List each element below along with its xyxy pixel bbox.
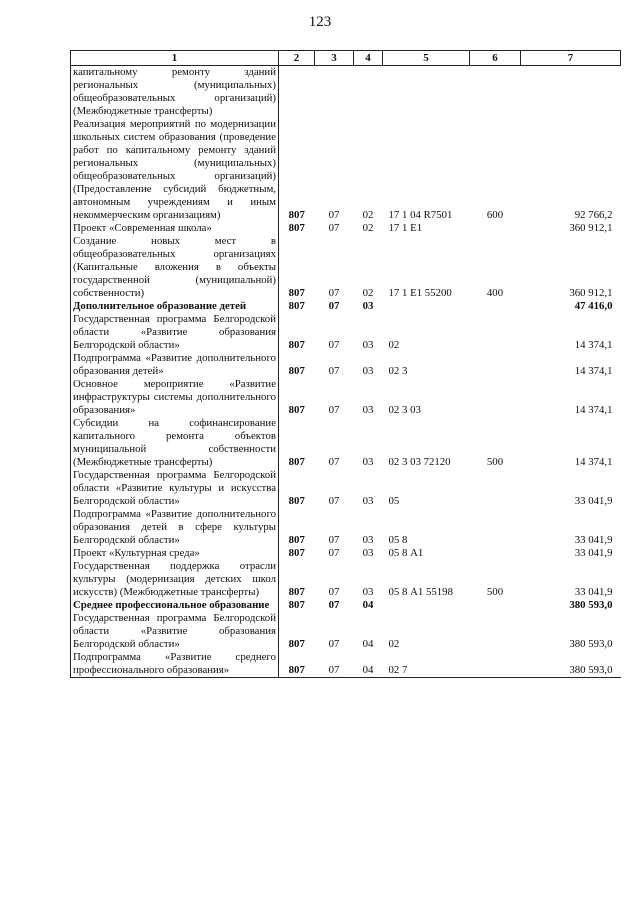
row-pr xyxy=(354,66,383,119)
row-rz: 07 xyxy=(328,638,340,650)
row-sum: 380 593,0 xyxy=(569,638,613,650)
table-row xyxy=(71,560,621,599)
row-pr: 03 xyxy=(362,300,374,312)
row-sum: 380 593,0 xyxy=(569,599,613,611)
table-row xyxy=(71,469,621,508)
row-cs: 02 3 03 xyxy=(388,404,421,416)
row-rz: 07 xyxy=(328,339,340,351)
row-rz: 07 xyxy=(328,365,340,377)
row-rz xyxy=(315,66,354,119)
row-name: капитальному ремонту зданий региональных (муниципальных) общеобразовательных организаций) (Межбюджетные трансферты) xyxy=(71,66,279,119)
row-pr: 04 xyxy=(354,651,383,678)
header-col-7: 7 xyxy=(521,51,621,66)
row-rz: 07 xyxy=(328,495,340,507)
row-sum: 14 374,1 xyxy=(574,456,613,468)
row-cs: 02 7 xyxy=(383,651,470,678)
table-row xyxy=(71,417,621,469)
row-vr: 500 xyxy=(486,586,504,598)
row-sum: 33 041,9 xyxy=(574,586,613,598)
row-vr xyxy=(470,599,521,612)
row-vr xyxy=(470,612,521,651)
row-grbs xyxy=(279,66,315,119)
row-name: Среднее профессиональное образование xyxy=(71,599,279,612)
row-vr xyxy=(470,313,521,352)
row-cs: 02 xyxy=(388,339,400,351)
row-name: Государственная поддержка отрасли культуры (модернизация детских школ искусств) (Межбюджетные трансферты) xyxy=(71,560,279,599)
row-name: Государственная программа Белгородской области «Развитие культуры и искусства Белгородской области» xyxy=(71,469,279,508)
table-row xyxy=(71,612,621,651)
table-row xyxy=(71,300,621,313)
row-cs: 05 8 А1 55198 xyxy=(388,586,453,598)
row-name: Субсидии на софинансирование капитального ремонта объектов муниципальной собственности (Межбюджетные трансферты) xyxy=(71,417,279,469)
row-grbs: 807 xyxy=(288,495,305,507)
row-pr: 04 xyxy=(362,599,374,611)
row-rz: 07 xyxy=(328,456,340,468)
row-sum: 33 041,9 xyxy=(574,547,613,559)
row-rz: 07 xyxy=(328,404,340,416)
row-cs: 02 3 xyxy=(388,365,408,377)
row-name: Создание новых мест в общеобразовательных организациях (Капитальные вложения в объекты государственной (муниципальной) собственности) xyxy=(71,235,279,300)
table-row xyxy=(71,651,621,678)
row-name: Государственная программа Белгородской области «Развитие образования Белгородской области» xyxy=(71,313,279,352)
table-row xyxy=(71,599,621,612)
row-grbs: 807 xyxy=(288,547,305,559)
table-header xyxy=(71,51,621,66)
row-rz: 07 xyxy=(328,209,340,221)
table-row xyxy=(71,547,621,560)
row-pr: 03 xyxy=(362,339,374,351)
row-pr: 02 xyxy=(362,222,374,234)
row-pr: 02 xyxy=(362,209,374,221)
row-vr xyxy=(470,508,521,547)
row-grbs: 807 xyxy=(279,651,315,678)
page-number: 123 xyxy=(308,14,332,30)
row-cs xyxy=(383,66,470,119)
row-vr xyxy=(470,66,521,119)
row-cs xyxy=(383,300,470,313)
row-cs: 17 1 Е1 xyxy=(388,222,423,234)
row-sum: 47 416,0 xyxy=(574,300,613,312)
row-sum: 92 766,2 xyxy=(574,209,613,221)
budget-table xyxy=(70,50,621,678)
row-sum: 33 041,9 xyxy=(574,495,613,507)
header-col-4: 4 xyxy=(354,51,383,66)
row-name: Подпрограмма «Развитие дополнительного образования детей в сфере культуры Белгородской области» xyxy=(71,508,279,547)
row-grbs: 807 xyxy=(288,456,305,468)
row-grbs: 807 xyxy=(288,300,305,312)
table-row xyxy=(71,508,621,547)
row-vr xyxy=(470,378,521,417)
row-cs: 05 xyxy=(388,495,400,507)
row-grbs: 807 xyxy=(288,534,305,546)
row-name: Подпрограмма «Развитие дополнительного образования детей» xyxy=(71,352,279,378)
row-pr: 04 xyxy=(362,638,374,650)
row-sum: 360 912,1 xyxy=(569,222,613,234)
row-vr xyxy=(470,222,521,235)
row-vr xyxy=(470,547,521,560)
row-cs: 02 3 03 72120 xyxy=(388,456,451,468)
row-grbs: 807 xyxy=(288,586,305,598)
row-sum: 14 374,1 xyxy=(574,365,613,377)
row-cs: 02 xyxy=(388,638,400,650)
row-pr: 03 xyxy=(362,495,374,507)
row-grbs: 807 xyxy=(288,404,305,416)
row-name: Подпрограмма «Развитие среднего профессионального образования» xyxy=(71,651,279,678)
header-col-3: 3 xyxy=(315,51,354,66)
row-rz: 07 xyxy=(328,222,340,234)
row-grbs: 807 xyxy=(288,339,305,351)
row-grbs: 807 xyxy=(288,638,305,650)
table-row xyxy=(71,235,621,300)
row-sum: 33 041,9 xyxy=(574,534,613,546)
row-pr: 03 xyxy=(362,456,374,468)
row-rz: 07 xyxy=(315,651,354,678)
row-cs: 17 1 Е1 55200 xyxy=(388,287,452,299)
table-row xyxy=(71,222,621,235)
row-rz: 07 xyxy=(328,599,340,611)
row-name: Государственная программа Белгородской области «Развитие образования Белгородской области» xyxy=(71,612,279,651)
row-grbs: 807 xyxy=(288,599,305,611)
table-row xyxy=(71,352,621,378)
row-name: Проект «Современная школа» xyxy=(71,222,279,235)
header-col-5: 5 xyxy=(383,51,470,66)
row-cs: 05 8 xyxy=(388,534,408,546)
row-cs: 17 1 04 R7501 xyxy=(388,209,453,221)
row-name: Проект «Культурная среда» xyxy=(71,547,279,560)
row-pr: 03 xyxy=(362,586,374,598)
row-pr: 03 xyxy=(362,365,374,377)
row-sum: 14 374,1 xyxy=(574,339,613,351)
row-sum: 380 593,0 xyxy=(521,651,621,678)
row-sum: 14 374,1 xyxy=(574,404,613,416)
row-grbs: 807 xyxy=(288,222,305,234)
table-row xyxy=(71,66,621,119)
row-grbs: 807 xyxy=(288,287,305,299)
row-name: Дополнительное образование детей xyxy=(71,300,279,313)
row-pr: 03 xyxy=(362,534,374,546)
table-row xyxy=(71,378,621,417)
row-vr xyxy=(470,300,521,313)
row-vr xyxy=(470,469,521,508)
row-name: Реализация мероприятий по модернизации школьных систем образования (проведение работ по капитальному ремонту зданий региональных (муниципальных) общеобразовательных организаций) (Предоставление субсидий бюджетным, автономным учреждениям и иным некоммерческим организациям) xyxy=(71,118,279,222)
table-row xyxy=(71,118,621,222)
row-rz: 07 xyxy=(328,287,340,299)
table-body xyxy=(71,66,621,678)
row-pr: 02 xyxy=(362,287,374,299)
row-vr xyxy=(470,651,521,678)
row-grbs: 807 xyxy=(288,365,305,377)
row-pr: 03 xyxy=(362,404,374,416)
row-grbs: 807 xyxy=(288,209,305,221)
header-col-1: 1 xyxy=(71,51,279,66)
row-cs xyxy=(383,599,470,612)
row-cs: 05 8 А1 xyxy=(388,547,424,559)
row-name: Основное мероприятие «Развитие инфраструктуры системы дополнительного образования» xyxy=(71,378,279,417)
row-sum xyxy=(521,66,621,119)
row-pr: 03 xyxy=(362,547,374,559)
table-row xyxy=(71,313,621,352)
row-vr: 500 xyxy=(486,456,504,468)
row-rz: 07 xyxy=(328,534,340,546)
row-vr xyxy=(470,352,521,378)
row-sum: 360 912,1 xyxy=(569,287,613,299)
row-rz: 07 xyxy=(328,547,340,559)
row-rz: 07 xyxy=(328,586,340,598)
header-col-6: 6 xyxy=(470,51,521,66)
row-vr: 400 xyxy=(486,287,504,299)
header-col-2: 2 xyxy=(279,51,315,66)
row-rz: 07 xyxy=(328,300,340,312)
row-vr: 600 xyxy=(486,209,504,221)
